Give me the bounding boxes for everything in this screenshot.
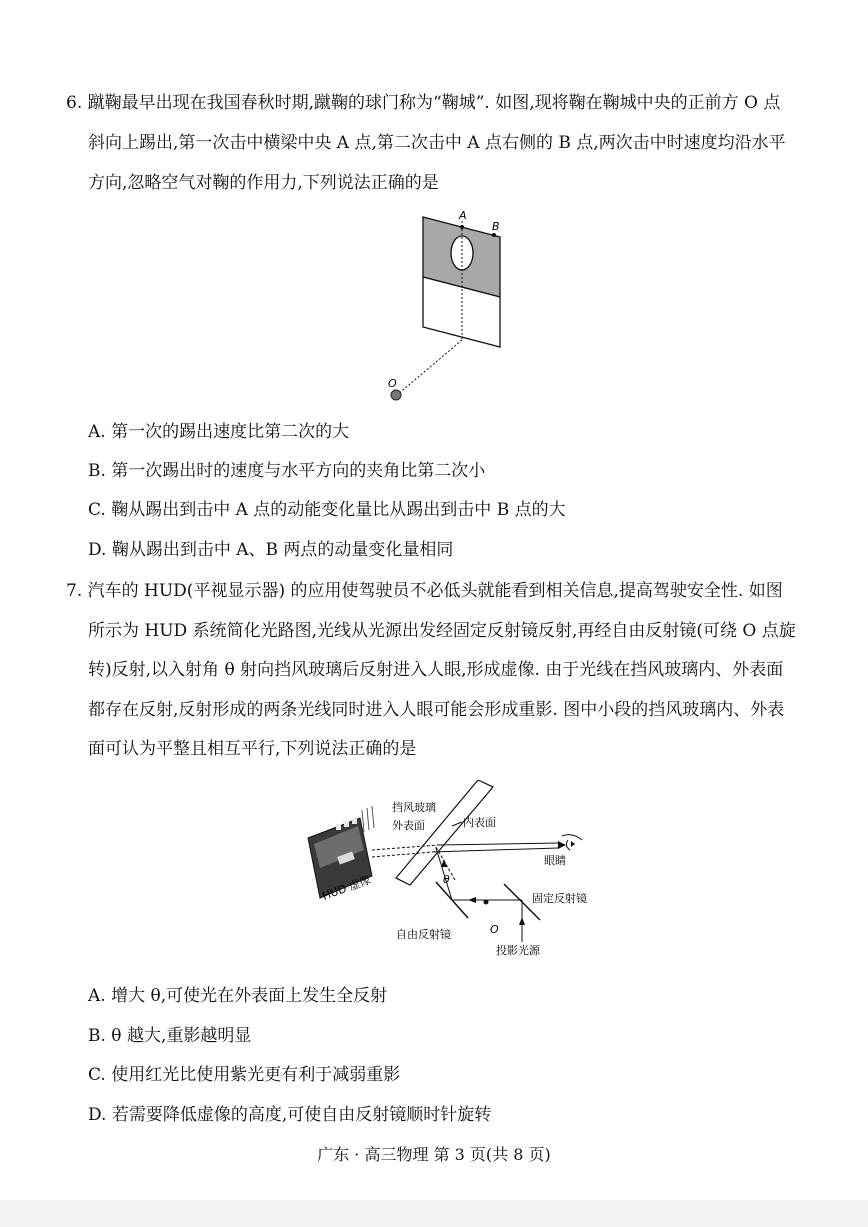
- q7-label-hud-image: HUD 虚像: [320, 873, 373, 903]
- q7-option-c: C. 使用红光比使用紫光更有利于减弱重影: [88, 1065, 401, 1085]
- eye-icon: [562, 835, 582, 850]
- page-footer: 广东 · 高三物理 第 3 页(共 8 页): [317, 1145, 551, 1164]
- q7-hud-optics-figure: [300, 780, 610, 960]
- q7-ray-source-arrow: [519, 917, 525, 925]
- q6-label-B: B: [492, 220, 500, 233]
- bottom-band: [0, 1200, 868, 1227]
- q7-incident-arrow: [441, 859, 447, 867]
- q7-option-b: B. θ 越大,重影越明显: [88, 1026, 252, 1046]
- q7-stem-line-5: 面可认为平整且相互平行,下列说法正确的是: [88, 739, 417, 759]
- q6-option-b: B. 第一次踢出时的速度与水平方向的夹角比第二次小: [88, 461, 486, 481]
- q6-stem-line-1: 6. 蹴鞠最早出现在我国春秋时期,蹴鞠的球门称为“鞠城”. 如图,现将鞠在鞠城中央的正前方 O 点: [66, 93, 781, 113]
- q6-point-B-marker: [492, 233, 496, 237]
- q7-label-outer-surface: 外表面: [392, 819, 425, 832]
- q7-ray-fixed-to-free-arrow: [468, 897, 476, 903]
- q7-stem-line-4: 都存在反射,反射形成的两条光线同时进入人眼可能会形成重影. 图中小段的挡风玻璃内、外表: [88, 700, 785, 720]
- q7-windshield: [396, 780, 493, 885]
- q7-ray-to-eye-1: [438, 843, 558, 845]
- q6-goal-figure: [380, 205, 520, 410]
- q7-stem-line-1: 7. 汽车的 HUD(平视显示器) 的应用使驾驶员不必低头就能看到相关信息,提高驾驶安全性. 如图: [66, 581, 783, 601]
- q7-label-inner-surface: 内表面: [463, 816, 496, 829]
- q6-option-d: D. 鞠从踢出到击中 A、B 两点的动量变化量相同: [88, 540, 454, 560]
- q7-stem-line-3: 转)反射,以入射角 θ 射向挡风玻璃后反射进入人眼,形成虚像. 由于光线在挡风玻璃内、外表面: [88, 660, 784, 680]
- q7-label-O: O: [490, 923, 499, 936]
- q6-trajectory-line: [397, 340, 462, 395]
- q7-ray-to-eye-2: [432, 848, 558, 852]
- q6-stem-line-2: 斜向上踢出,第一次击中横梁中央 A 点,第二次击中 A 点右侧的 B 点,两次击中时速度均沿水平: [88, 133, 786, 153]
- q6-point-A-marker: [460, 225, 464, 229]
- q7-label-light-source: 投影光源: [496, 944, 540, 957]
- q7-label-theta: θ: [443, 873, 450, 886]
- q6-label-O: O: [388, 377, 397, 390]
- q6-option-c: C. 鞠从踢出到击中 A 点的动能变化量比从踢出到击中 B 点的大: [88, 500, 566, 520]
- q7-arrow-to-eye: [558, 841, 566, 849]
- q7-option-a: A. 增大 θ,可使光在外表面上发生全反射: [88, 986, 388, 1006]
- q6-option-a: A. 第一次的踢出速度比第二次的大: [88, 422, 350, 442]
- q7-label-eye: 眼睛: [544, 854, 566, 867]
- q6-stem-line-3: 方向,忽略空气对鞠的作用力,下列说法正确的是: [88, 173, 439, 193]
- q6-label-A: A: [459, 209, 467, 222]
- q7-label-windshield: 挡风玻璃: [392, 801, 436, 814]
- q7-stem-line-2: 所示为 HUD 系统简化光路图,光线从光源出发经固定反射镜反射,再经自由反射镜(可绕 O 点旋: [88, 621, 796, 641]
- q7-option-d: D. 若需要降低虚像的高度,可使自由反射镜顺时针旋转: [88, 1105, 492, 1125]
- q6-ball: [391, 390, 401, 400]
- q7-label-fixed-mirror: 固定反射镜: [532, 892, 587, 905]
- q7-label-free-mirror: 自由反射镜: [396, 928, 451, 941]
